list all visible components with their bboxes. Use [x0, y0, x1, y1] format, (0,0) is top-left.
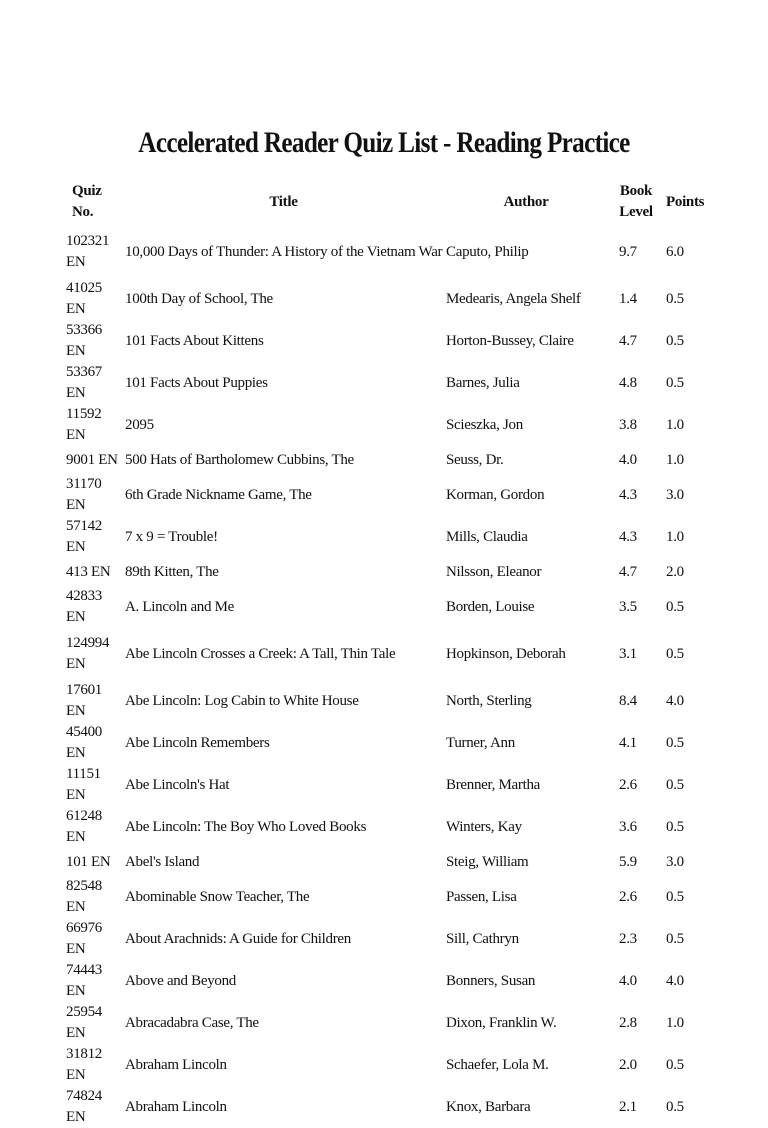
author-cell: Passen, Lisa: [446, 888, 517, 905]
quiz-table: [66, 178, 706, 1128]
points-cell: 0.5: [666, 1098, 684, 1115]
points-cell: 0.5: [666, 818, 684, 835]
table-row: [66, 474, 706, 516]
quiz-number-cell: 41025 EN: [66, 280, 103, 317]
points-cell: 0.5: [666, 734, 684, 751]
author-cell: Brenner, Martha: [446, 776, 541, 793]
author-cell: Medearis, Angela Shelf: [446, 290, 581, 307]
quiz-number-cell: 11151 EN: [66, 766, 101, 803]
table-row: [66, 320, 706, 362]
points-cell: 1.0: [666, 1014, 684, 1031]
page-title: Accelerated Reader Quiz List - Reading Practice: [138, 126, 630, 159]
title-cell: Abraham Lincoln: [125, 1056, 227, 1073]
table-row: [66, 1044, 706, 1086]
quiz-number-cell: 124994 EN: [66, 635, 110, 672]
author-cell: Scieszka, Jon: [446, 416, 523, 433]
book-level-cell: 4.3: [619, 528, 637, 545]
table-row: [66, 1086, 706, 1128]
book-level-cell: 4.8: [619, 374, 637, 391]
column-header-book-level: Book Level: [619, 183, 653, 220]
quiz-number-cell: 25954 EN: [66, 1004, 103, 1041]
table-row: [66, 722, 706, 764]
quiz-number-cell: 31170 EN: [66, 476, 102, 513]
quiz-number-cell: 74824 EN: [66, 1088, 103, 1125]
book-level-cell: 9.7: [619, 243, 637, 260]
title-cell: Abe Lincoln: The Boy Who Loved Books: [125, 818, 367, 835]
book-level-cell: 2.0: [619, 1056, 637, 1073]
points-cell: 2.0: [666, 563, 684, 580]
table-row: [66, 446, 706, 474]
book-level-cell: 4.7: [619, 563, 637, 580]
points-cell: 0.5: [666, 888, 684, 905]
table-row: [66, 278, 706, 320]
title-cell: Above and Beyond: [125, 972, 237, 989]
title-cell: 6th Grade Nickname Game, The: [125, 486, 312, 503]
quiz-number-cell: 45400 EN: [66, 724, 103, 761]
points-cell: 4.0: [666, 972, 684, 989]
table-row: [66, 1002, 706, 1044]
table-header-row: [66, 178, 706, 226]
table-row: [66, 558, 706, 586]
title-cell: Abominable Snow Teacher, The: [125, 888, 310, 905]
title-cell: 2095: [125, 416, 154, 433]
book-level-cell: 4.0: [619, 972, 637, 989]
book-level-cell: 2.8: [619, 1014, 637, 1031]
table-row: [66, 404, 706, 446]
title-cell: 101 Facts About Puppies: [125, 374, 268, 391]
book-level-cell: 2.6: [619, 776, 637, 793]
points-cell: 1.0: [666, 416, 684, 433]
points-cell: 0.5: [666, 374, 684, 391]
table-row: [66, 628, 706, 680]
title-cell: About Arachnids: A Guide for Children: [125, 930, 351, 947]
book-level-cell: 3.1: [619, 645, 637, 662]
title-cell: Abraham Lincoln: [125, 1098, 227, 1115]
title-cell: Abe Lincoln Remembers: [125, 734, 270, 751]
table-row: [66, 516, 706, 558]
author-cell: North, Sterling: [446, 692, 532, 709]
points-cell: 0.5: [666, 290, 684, 307]
title-cell: Abracadabra Case, The: [125, 1014, 259, 1031]
title-cell: 500 Hats of Bartholomew Cubbins, The: [125, 451, 354, 468]
points-cell: 6.0: [666, 243, 684, 260]
title-cell: Abe Lincoln Crosses a Creek: A Tall, Thin Tale: [125, 645, 396, 662]
author-cell: Hopkinson, Deborah: [446, 645, 566, 662]
book-level-cell: 2.6: [619, 888, 637, 905]
book-level-cell: 5.9: [619, 853, 637, 870]
author-cell: Sill, Cathryn: [446, 930, 519, 947]
author-cell: Winters, Kay: [446, 818, 522, 835]
author-cell: Bonners, Susan: [446, 972, 536, 989]
title-cell: 101 Facts About Kittens: [125, 332, 264, 349]
title-cell: 10,000 Days of Thunder: A History of the Vietnam War: [125, 243, 443, 260]
points-cell: 0.5: [666, 645, 684, 662]
column-header-author: Author: [503, 193, 549, 210]
author-cell: Knox, Barbara: [446, 1098, 531, 1115]
book-level-cell: 4.1: [619, 734, 637, 751]
author-cell: Barnes, Julia: [446, 374, 520, 391]
quiz-number-cell: 413 EN: [66, 563, 111, 580]
author-cell: Seuss, Dr.: [446, 451, 504, 468]
points-cell: 4.0: [666, 692, 684, 709]
author-cell: Caputo, Philip: [446, 243, 529, 260]
author-cell: Turner, Ann: [446, 734, 515, 751]
quiz-number-cell: 42833 EN: [66, 588, 103, 625]
table-row: [66, 960, 706, 1002]
points-cell: 0.5: [666, 1056, 684, 1073]
table-row: [66, 680, 706, 722]
author-cell: Steig, William: [446, 853, 529, 870]
points-cell: 0.5: [666, 598, 684, 615]
quiz-number-cell: 74443 EN: [66, 962, 103, 999]
author-cell: Korman, Gordon: [446, 486, 545, 503]
table-row: [66, 806, 706, 848]
quiz-number-cell: 57142 EN: [66, 518, 103, 555]
points-cell: 1.0: [666, 528, 684, 545]
quiz-number-cell: 53367 EN: [66, 364, 103, 401]
quiz-number-cell: 61248 EN: [66, 808, 103, 845]
points-cell: 3.0: [666, 853, 684, 870]
author-cell: Horton-Bussey, Claire: [446, 332, 574, 349]
title-cell: Abe Lincoln's Hat: [125, 776, 230, 793]
book-level-cell: 1.4: [619, 290, 637, 307]
table-row: [66, 362, 706, 404]
column-header-quiz-no: Quiz No.: [72, 183, 102, 220]
title-cell: 7 x 9 = Trouble!: [125, 528, 218, 545]
author-cell: Nilsson, Eleanor: [446, 563, 542, 580]
points-cell: 0.5: [666, 332, 684, 349]
title-cell: A. Lincoln and Me: [125, 598, 235, 615]
table-row: [66, 918, 706, 960]
book-level-cell: 3.5: [619, 598, 637, 615]
points-cell: 3.0: [666, 486, 684, 503]
table-row: [66, 848, 706, 876]
book-level-cell: 2.1: [619, 1098, 637, 1115]
quiz-number-cell: 82548 EN: [66, 878, 103, 915]
author-cell: Mills, Claudia: [446, 528, 528, 545]
quiz-number-cell: 11592 EN: [66, 406, 102, 443]
column-header-title: Title: [269, 193, 298, 210]
quiz-number-cell: 31812 EN: [66, 1046, 103, 1083]
author-cell: Dixon, Franklin W.: [446, 1014, 557, 1031]
quiz-number-cell: 102321 EN: [66, 233, 110, 270]
column-header-points: Points: [666, 193, 705, 210]
quiz-number-cell: 66976 EN: [66, 920, 103, 957]
points-cell: 1.0: [666, 451, 684, 468]
book-level-cell: 4.7: [619, 332, 637, 349]
book-level-cell: 4.3: [619, 486, 637, 503]
table-row: [66, 226, 706, 278]
title-cell: 89th Kitten, The: [125, 563, 219, 580]
title-cell: Abe Lincoln: Log Cabin to White House: [125, 692, 359, 709]
book-level-cell: 3.8: [619, 416, 637, 433]
table-row: [66, 876, 706, 918]
quiz-number-cell: 101 EN: [66, 853, 111, 870]
book-level-cell: 2.3: [619, 930, 637, 947]
quiz-table-body: [66, 226, 706, 1128]
title-cell: 100th Day of School, The: [125, 290, 273, 307]
table-row: [66, 764, 706, 806]
title-cell: Abel's Island: [125, 853, 200, 870]
table-row: [66, 586, 706, 628]
book-level-cell: 3.6: [619, 818, 637, 835]
quiz-number-cell: 9001 EN: [66, 451, 118, 468]
quiz-number-cell: 53366 EN: [66, 322, 103, 359]
points-cell: 0.5: [666, 930, 684, 947]
quiz-number-cell: 17601 EN: [66, 682, 103, 719]
book-level-cell: 8.4: [619, 692, 637, 709]
author-cell: Schaefer, Lola M.: [446, 1056, 549, 1073]
author-cell: Borden, Louise: [446, 598, 535, 615]
book-level-cell: 4.0: [619, 451, 637, 468]
points-cell: 0.5: [666, 776, 684, 793]
